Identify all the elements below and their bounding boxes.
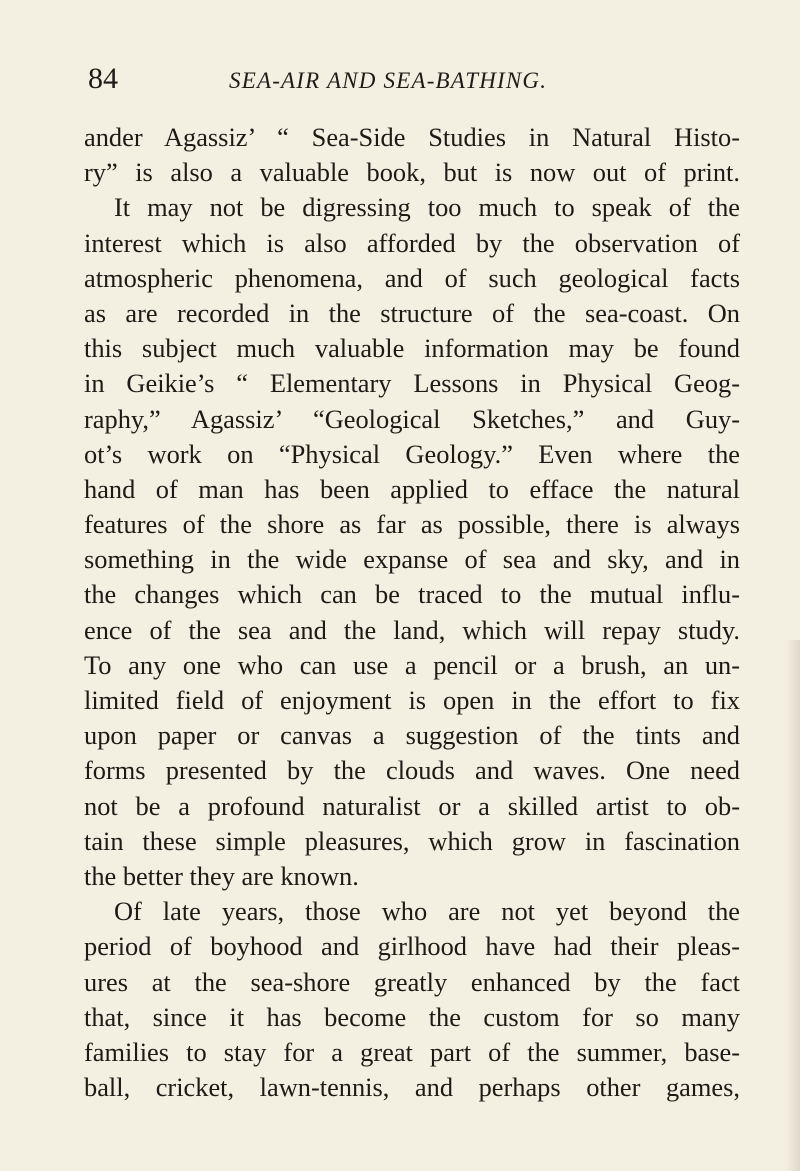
body-text (84, 120, 740, 1105)
running-head: SEA-AIR AND SEA-BATHING. (229, 68, 548, 93)
text-line: something in the wide expanse of sea and sky, and in (84, 544, 740, 575)
text-line: interest which is also afforded by the observation of (84, 227, 740, 258)
text-line: families to stay for a great part of the summer, base- (84, 1036, 740, 1067)
text-line: ot’s work on “Physical Geology.” Even where the (84, 438, 740, 469)
text-line: Of late years, those who are not yet beyond the (114, 896, 740, 927)
text-line: the better they are known. (84, 860, 359, 891)
page-number: 84 (88, 62, 118, 95)
text-line: upon paper or canvas a suggestion of the tints and (84, 720, 740, 751)
text-line: features of the shore as far as possible, there is always (84, 509, 740, 540)
text-line: raphy,” Agassiz’ “Geological Sketches,” and Guy- (84, 403, 740, 434)
text-line: atmospheric phenomena, and of such geological facts (84, 262, 740, 293)
text-line: ball, cricket, lawn-tennis, and perhaps other games, (84, 1072, 740, 1103)
text-line: ence of the sea and the land, which will repay study. (84, 614, 740, 645)
text-line: To any one who can use a pencil or a brush, an un- (84, 649, 740, 680)
text-line: It may not be digressing too much to speak of the (114, 192, 740, 223)
text-line: in Geikie’s “ Elementary Lessons in Physical Geog- (84, 368, 740, 399)
text-line: the changes which can be traced to the mutual influ- (84, 579, 740, 610)
text-line: ander Agassiz’ “ Sea-Side Studies in Natural Histo- (84, 122, 740, 152)
text-line: ry” is also a valuable book, but is now out of print. (84, 157, 740, 188)
text-line: this subject much valuable information may be found (84, 333, 740, 364)
text-line: not be a profound naturalist or a skilled artist to ob- (84, 790, 740, 821)
text-line: tain these simple pleasures, which grow in fascination (84, 825, 740, 856)
text-line: period of boyhood and girlhood have had their pleas- (84, 931, 740, 962)
text-line: hand of man has been applied to efface the natural (84, 473, 740, 504)
page-edge-shadow (786, 640, 800, 1171)
text-line: limited field of enjoyment is open in the effort to fix (84, 685, 740, 715)
text-line: forms presented by the clouds and waves. One need (84, 755, 740, 786)
text-line: as are recorded in the structure of the sea-coast. On (84, 297, 740, 328)
text-line: that, since it has become the custom for so many (84, 1001, 740, 1032)
text-line: ures at the sea-shore greatly enhanced by the fact (84, 966, 740, 997)
